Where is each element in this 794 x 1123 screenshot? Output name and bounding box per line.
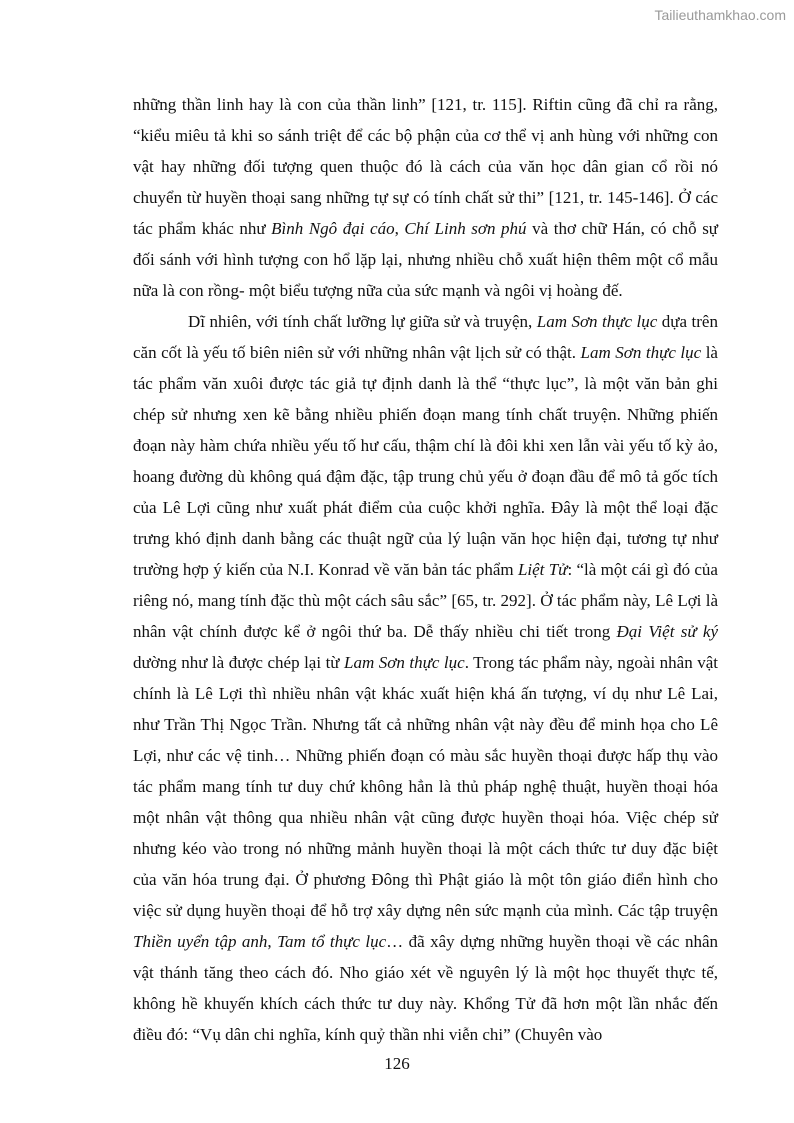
text-segment: ,: [394, 219, 405, 238]
italic-title: Lam Sơn thực lục: [344, 653, 465, 672]
text-segment: ,: [267, 932, 278, 951]
italic-title: Lam Sơn thực lục: [536, 312, 658, 331]
document-body: [133, 89, 718, 1050]
text-segment: . Trong tác phẩm này, ngoài nhân vật chính là Lê Lợi thì nhiều nhân vật khác xuất hiện khá ấn tượng, ví dụ như Lê Lai, như Trần Thị Ngọc Trần. Nhưng tất cả những nhân vật này đều để minh họa cho Lê Lợi, như các vệ tinh… Những phiến đoạn có màu sắc huyền thoại được hấp thụ vào tác phẩm mang tính tư duy chứ không hẳn là thủ pháp nghệ thuật, huyền thoại hóa một nhân vật thông qua nhiều nhân vật cũng được huyền thoại hóa. Việc chép sử nhưng kéo vào trong nó những mảnh huyền thoại là một cách thức tư duy đặc biệt của văn hóa trung đại. Ở phương Đông thì Phật giáo là một tôn giáo điển hình cho việc sử dụng huyền thoại để hỗ trợ xây dựng nên sức mạnh của mình. Các tập truyện: [133, 653, 718, 920]
italic-title: Thiền uyển tập anh: [133, 932, 268, 951]
text-segment: dường như là được chép lại từ: [133, 653, 345, 672]
paragraph-1: [133, 89, 718, 306]
text-segment: những thần linh hay là con của thần linh” [121, tr. 115]. Riftin cũng đã chỉ ra rằng, “kiểu miêu tả khi so sánh triệt để các bộ phận của cơ thể vị anh hùng với những con vật hay những đối tượng quen thuộc đó là cách của văn học dân gian cổ rồi nó chuyển từ huyền thoại sang những tự sự có tính chất sử thi” [121, tr. 145-146]. Ở các tác phẩm khác như: [133, 95, 718, 238]
text-segment: : “là một cái gì đó của riêng nó, mang tính đặc thù một cách sâu sắc” [65, tr. 292]. Ở tác phẩm này, Lê Lợi là nhân vật chính được kể ở ngôi thứ ba. Dễ thấy nhiều chi tiết trong: [133, 560, 718, 641]
text-segment: … đã xây dựng những huyền thoại về các nhân vật thánh tăng theo cách đó. Nho giáo xét về nguyên lý là một học thuyết thực tế, không hề khuyến khích cách thức tư duy này. Khổng Tử đã hơn một lần nhắc đến điều đó: “Vụ dân chi nghĩa, kính quỷ thần nhi viễn chi” (Chuyên vào: [133, 932, 718, 1044]
italic-title: Bình Ngô đại cáo: [271, 219, 395, 238]
text-segment: Dĩ nhiên, với tính chất lưỡng lự giữa sử và truyện,: [188, 312, 537, 331]
watermark: Tailieuthamkhao.com: [654, 7, 786, 23]
italic-title: Đại Việt sử ký: [616, 622, 718, 641]
italic-title: Tam tổ thực lục: [277, 932, 387, 951]
text-segment: là tác phẩm văn xuôi được tác giả tự định danh là thể “thực lục”, là một văn bản ghi chép sử nhưng xen kẽ bằng nhiều phiến đoạn mang tính chất truyện. Những phiến đoạn này hàm chứa nhiều yếu tố hư cấu, thậm chí là đôi khi xen lẫn vài yếu tố kỳ ảo, hoang đường dù không quá đậm đặc, tập trung chủ yếu ở đoạn đầu để mô tả gốc tích của Lê Lợi cũng như xuất phát điểm của cuộc khởi nghĩa. Đây là một thể loại đặc trưng khó định danh bằng các thuật ngữ của lý luận văn học hiện đại, tương tự như trường hợp ý kiến của N.I. Konrad về văn bản tác phẩm: [133, 343, 718, 579]
italic-title: Chí Linh sơn phú: [404, 219, 527, 238]
paragraph-2: [133, 306, 718, 1050]
page-number: 126: [384, 1054, 410, 1073]
italic-title: Liệt Tử: [517, 560, 568, 579]
text-segment: dựa trên căn cốt là yếu tố biên niên sử với những nhân vật lịch sử có thật.: [133, 312, 718, 362]
text-segment: và thơ chữ Hán, có chỗ sự đối sánh với hình tượng con hổ lặp lại, nhưng nhiều chỗ xuất hiện thêm một cổ mẫu nữa là con rồng- một biểu tượng nữa của sức mạnh và ngôi vị hoàng đế.: [133, 219, 719, 300]
italic-title: Lam Sơn thực lục: [580, 343, 702, 362]
